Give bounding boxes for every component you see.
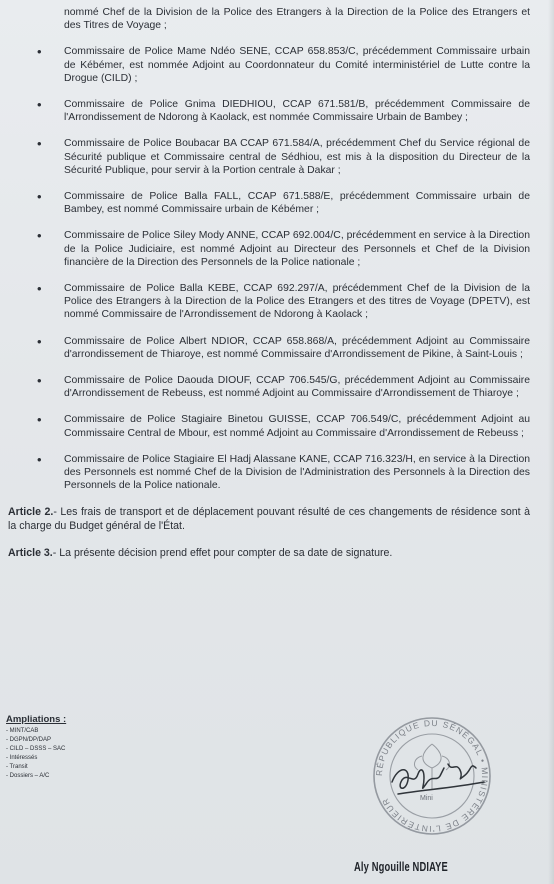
bullet: • (37, 228, 42, 244)
article-3 (8, 547, 530, 560)
list-item (37, 373, 530, 400)
ampliations-block (6, 714, 66, 781)
ampliation-entry: - DGPN/DP/DAP (6, 737, 52, 743)
ampliations-title: Ampliations : (6, 714, 67, 725)
list-item-text: Commissaire de Police Albert NDIOR, CCAP 658.868/A, précédemment Adjoint au Commissaire d'arrondissement de Thiaroye, est nommé Commissaire d'Arrondissement de Pikine, à Saint-Louis ; (64, 335, 530, 360)
article-3-label: Article 3. (8, 547, 53, 560)
bullet: • (37, 189, 42, 205)
list-item-text: Commissaire de Police Stagiaire Binetou GUISSE, CCAP 706.549/C, précédemment Adjoint au Commissaire Central de Mbour, est nommé Adjoint au Commissaire d'Arrondissement de Rebeuss ; (64, 414, 530, 439)
list-item-text: Commissaire de Police Mame Ndéo SENE, CCAP 658.853/C, précédemment Commissaire urbain de Kébémer, est nommée Adjoint au Coordonnateur du Comité interministériel de Lutte contre la Drogue (CILD) ; (64, 46, 530, 84)
list-item-text: Commissaire de Police Balla KEBE, CCAP 692.297/A, précédemment Chef de la Division de la Police des Etrangers à la Direction de la Police des Etrangers et des titres de Voyage (DPETV), est nommé Commissaire de l'Arrondissement de Ndorong à Kaolack ; (64, 283, 530, 321)
article-2 (8, 506, 530, 533)
list-item (37, 44, 530, 85)
seal-center-text: Mini (420, 795, 433, 802)
list-item-text: Commissaire de Police Daouda DIOUF, CCAP 706.545/G, précédemment Adjoint au Commissaire d'Arrondissement de Rebeuss, est nommé Adjoint au Commissaire d'Arrondissement de Thiaroye ; (64, 375, 530, 400)
seal-ring-text: RÉPUBLIQUE DU SÉNÉGAL • MINISTÈRE DE L'INTÉRIEUR (373, 717, 491, 835)
bullet: • (37, 333, 42, 349)
list-item (37, 333, 530, 361)
ampliation-entry: - Dossiers – A/C (6, 773, 50, 779)
ampliation-entry: - Transit (6, 764, 28, 770)
list-item (37, 281, 530, 322)
list-item-text: Commissaire de Police Boubacar BA CCAP 671.584/A, précédemment Chef du Service régional de Sécurité publique et Commissaire central de Sédhiou, est mis à la disposition du Directeur de la Sécurité Publique, pour servir à la Portion centrale à Dakar ; (64, 138, 530, 176)
bullet: • (37, 281, 42, 297)
bullet: • (37, 373, 42, 389)
lead-paragraph: nommé Chef de la Division de la Police des Etrangers à la Direction de la Police des Etrangers et des Titres de Voyage ; (64, 7, 530, 32)
ampliations-list (6, 727, 66, 781)
bullet: • (37, 44, 42, 60)
page-edge-shadow (548, 0, 554, 884)
handwritten-signature (392, 764, 484, 794)
article-2-text: - Les frais de transport et de déplacement pouvant résulté de ces changements de résidence sont à la charge du Budget général de l'État. (8, 506, 531, 532)
list-item (37, 189, 530, 216)
list-item-text: Commissaire de Police Stagiaire El Hadj Alassane KANE, CCAP 716.323/H, en service à la Direction des Personnels est nommé Chef de la Division de l'Administration des Personnels à la Direction des Personnels de la Police nationale. (64, 453, 530, 492)
bullet: • (37, 136, 42, 152)
list-item (37, 412, 530, 439)
list-item-text: Commissaire de Police Balla FALL, CCAP 671.588/E, précédemment Commissaire urbain de Bambey, est nommé Commissaire urbain de Kébémer ; (64, 191, 530, 216)
article-3-text: - La présente décision prend effet pour compter de sa date de signature. (52, 547, 393, 560)
ampliation-entry: - Intéressés (6, 755, 38, 761)
bullet: • (37, 97, 42, 113)
list-item-text: Commissaire de Police Siley Mody ANNE, CCAP 692.004/C, précédemment en service à la Direction de la Police Judiciaire, est nommé Adjoint au Directeur des Personnels et Chef de la Division financière de la Direction des Personnels de la Police nationale ; (64, 230, 530, 268)
signatory-name: Aly Ngouille NDIAYE (354, 859, 448, 874)
official-seal-stamp (352, 712, 512, 842)
ampliation-entry: - CILD – DSSS – SAC (6, 746, 66, 752)
list-item-text: Commissaire de Police Gnima DIEDHIOU, CCAP 671.581/B, précédemment Commissaire de l'Arrondissement de Ndorong à Kaolack, est nommée Commissaire Urbain de Bambey ; (64, 99, 530, 124)
article-2-label: Article 2. (8, 506, 54, 519)
bullet: • (37, 412, 42, 428)
list-item (37, 136, 530, 177)
list-item (37, 228, 530, 269)
ampliation-entry: - MINT/CAB (6, 728, 39, 734)
list-item (37, 97, 530, 124)
list-item (37, 451, 530, 493)
appointments-list (37, 44, 530, 492)
bullet: • (37, 451, 42, 467)
